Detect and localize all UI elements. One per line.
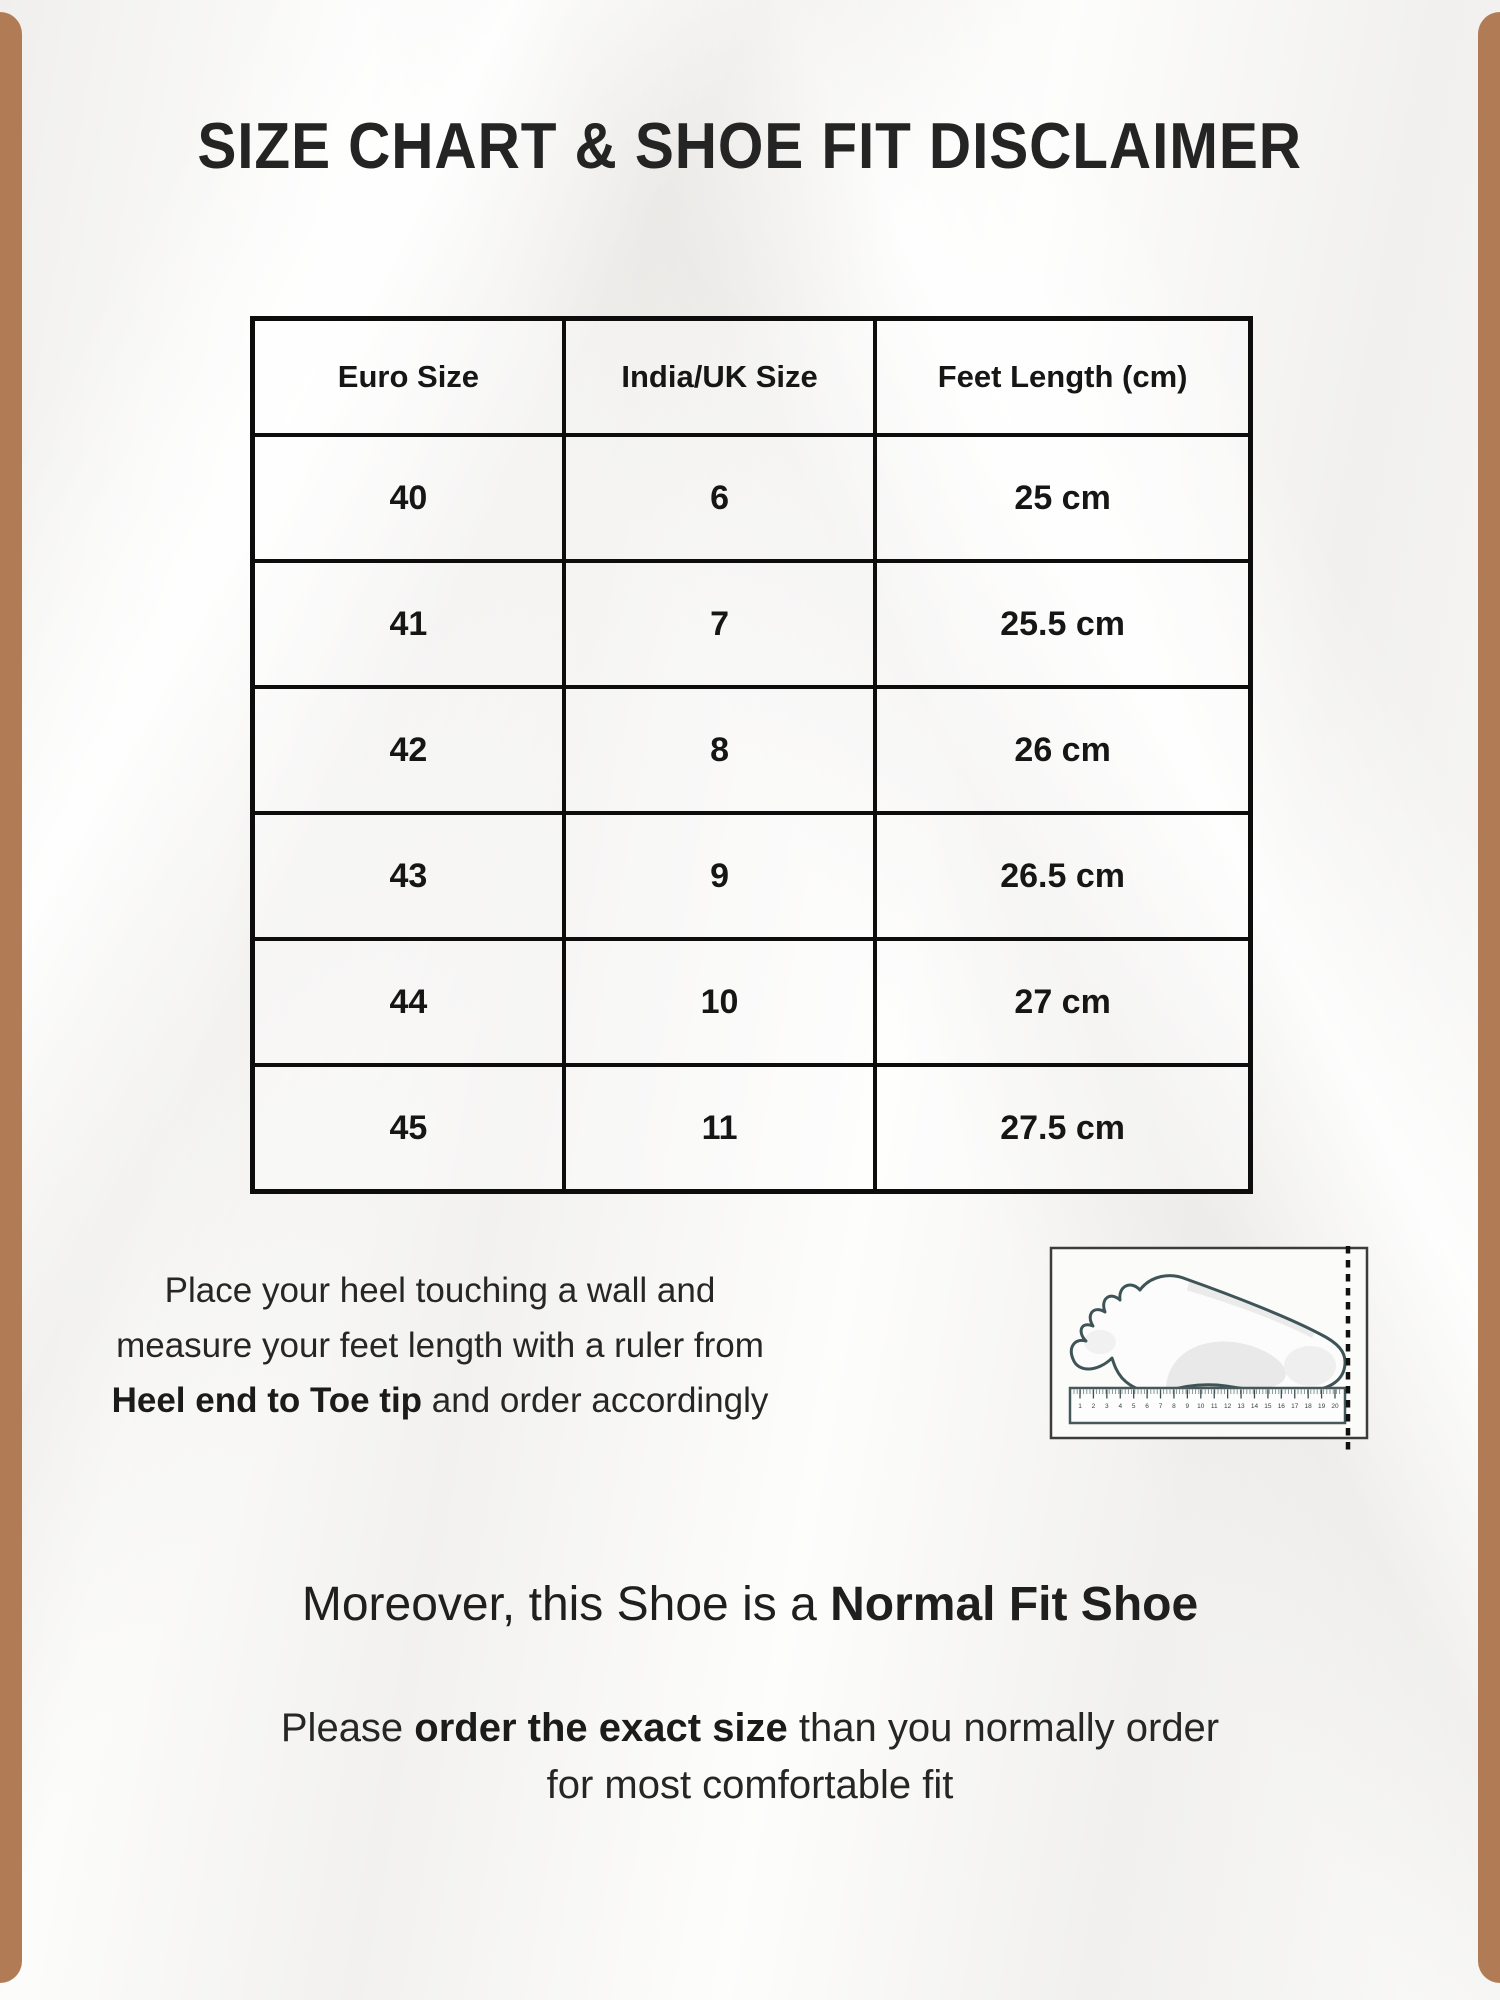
order-note-bold: order the exact size (414, 1706, 788, 1750)
euro-size-cell: 41 (253, 561, 564, 687)
ruler-number: 6 (1145, 1403, 1149, 1410)
order-note-line2: for most comfortable fit (546, 1763, 954, 1807)
ruler-number: 11 (1210, 1403, 1218, 1410)
ruler-number: 13 (1237, 1403, 1245, 1410)
ruler-number: 10 (1197, 1403, 1205, 1410)
feet-length-cell: 27 cm (875, 939, 1250, 1065)
india-uk-size-cell: 6 (564, 435, 875, 561)
feet-length-cell: 26 cm (875, 687, 1250, 813)
euro-size-cell: 40 (253, 435, 564, 561)
order-note-prefix: Please (280, 1706, 415, 1750)
instructions-line1: Place your heel touching a wall and (164, 1271, 716, 1310)
order-note-middle: than you normally order (787, 1706, 1220, 1750)
ruler-number: 14 (1250, 1403, 1259, 1410)
right-accent-bar (1478, 12, 1500, 1983)
euro-size-cell: 45 (253, 1065, 564, 1192)
page-title-text: SIZE CHART & SHOE FIT DISCLAIMER (197, 109, 1303, 182)
feet-length-cell: 25.5 cm (875, 561, 1250, 687)
toe-pad-shading (1084, 1330, 1116, 1354)
left-accent-bar (0, 12, 22, 1983)
measure-instructions (95, 1263, 785, 1428)
ruler-number: 15 (1264, 1403, 1272, 1410)
ruler-number: 20 (1331, 1403, 1339, 1410)
india-uk-size-cell: 8 (564, 687, 875, 813)
table-row (253, 813, 1251, 939)
column-header-feet-length: Feet Length (cm) (875, 319, 1250, 436)
euro-size-cell: 42 (253, 687, 564, 813)
feet-length-cell: 25 cm (875, 435, 1250, 561)
ruler-number: 1 (1078, 1403, 1082, 1410)
instructions-line2: measure your feet length with a ruler from (116, 1326, 764, 1365)
table-row (253, 939, 1251, 1065)
instructions-heel-to-toe-bold: Heel end to Toe tip (111, 1381, 423, 1420)
india-uk-size-cell: 10 (564, 939, 875, 1065)
ruler-number: 3 (1105, 1403, 1109, 1410)
instructions-line3-rest: and order accordingly (422, 1381, 769, 1420)
ruler-number: 12 (1224, 1403, 1232, 1410)
india-uk-size-cell: 7 (564, 561, 875, 687)
india-uk-size-cell: 9 (564, 813, 875, 939)
euro-size-cell: 44 (253, 939, 564, 1065)
size-chart-table (250, 316, 1253, 1194)
ruler-number: 9 (1185, 1403, 1190, 1410)
feet-length-cell: 27.5 cm (875, 1065, 1250, 1192)
table-row (253, 1065, 1251, 1192)
ruler-number: 16 (1277, 1403, 1285, 1410)
ruler-number: 19 (1317, 1403, 1326, 1410)
ruler-number: 5 (1131, 1403, 1136, 1410)
ruler-number: 18 (1304, 1403, 1312, 1410)
column-header-india-uk-size: India/UK Size (564, 319, 875, 436)
table-row (253, 435, 1251, 561)
ruler-number: 4 (1118, 1403, 1123, 1410)
india-uk-size-cell: 11 (564, 1065, 875, 1192)
table-header-row (253, 319, 1251, 436)
table-row (253, 561, 1251, 687)
order-note (0, 1700, 1500, 1814)
page-title (0, 110, 1500, 182)
fit-note-prefix: Moreover, this Shoe is a (301, 1578, 831, 1631)
feet-length-cell: 26.5 cm (875, 813, 1250, 939)
foot-measurement-diagram (1048, 1226, 1372, 1458)
ruler-number: 2 (1091, 1403, 1096, 1410)
ruler-number: 7 (1158, 1403, 1163, 1410)
ruler-number: 17 (1291, 1403, 1299, 1410)
heel-pad-shading (1284, 1346, 1336, 1386)
fit-note (0, 1574, 1500, 1636)
table-row (253, 687, 1251, 813)
ruler-number: 8 (1172, 1403, 1176, 1410)
fit-note-bold: Normal Fit Shoe (830, 1578, 1199, 1631)
column-header-euro-size: Euro Size (253, 319, 564, 436)
euro-size-cell: 43 (253, 813, 564, 939)
